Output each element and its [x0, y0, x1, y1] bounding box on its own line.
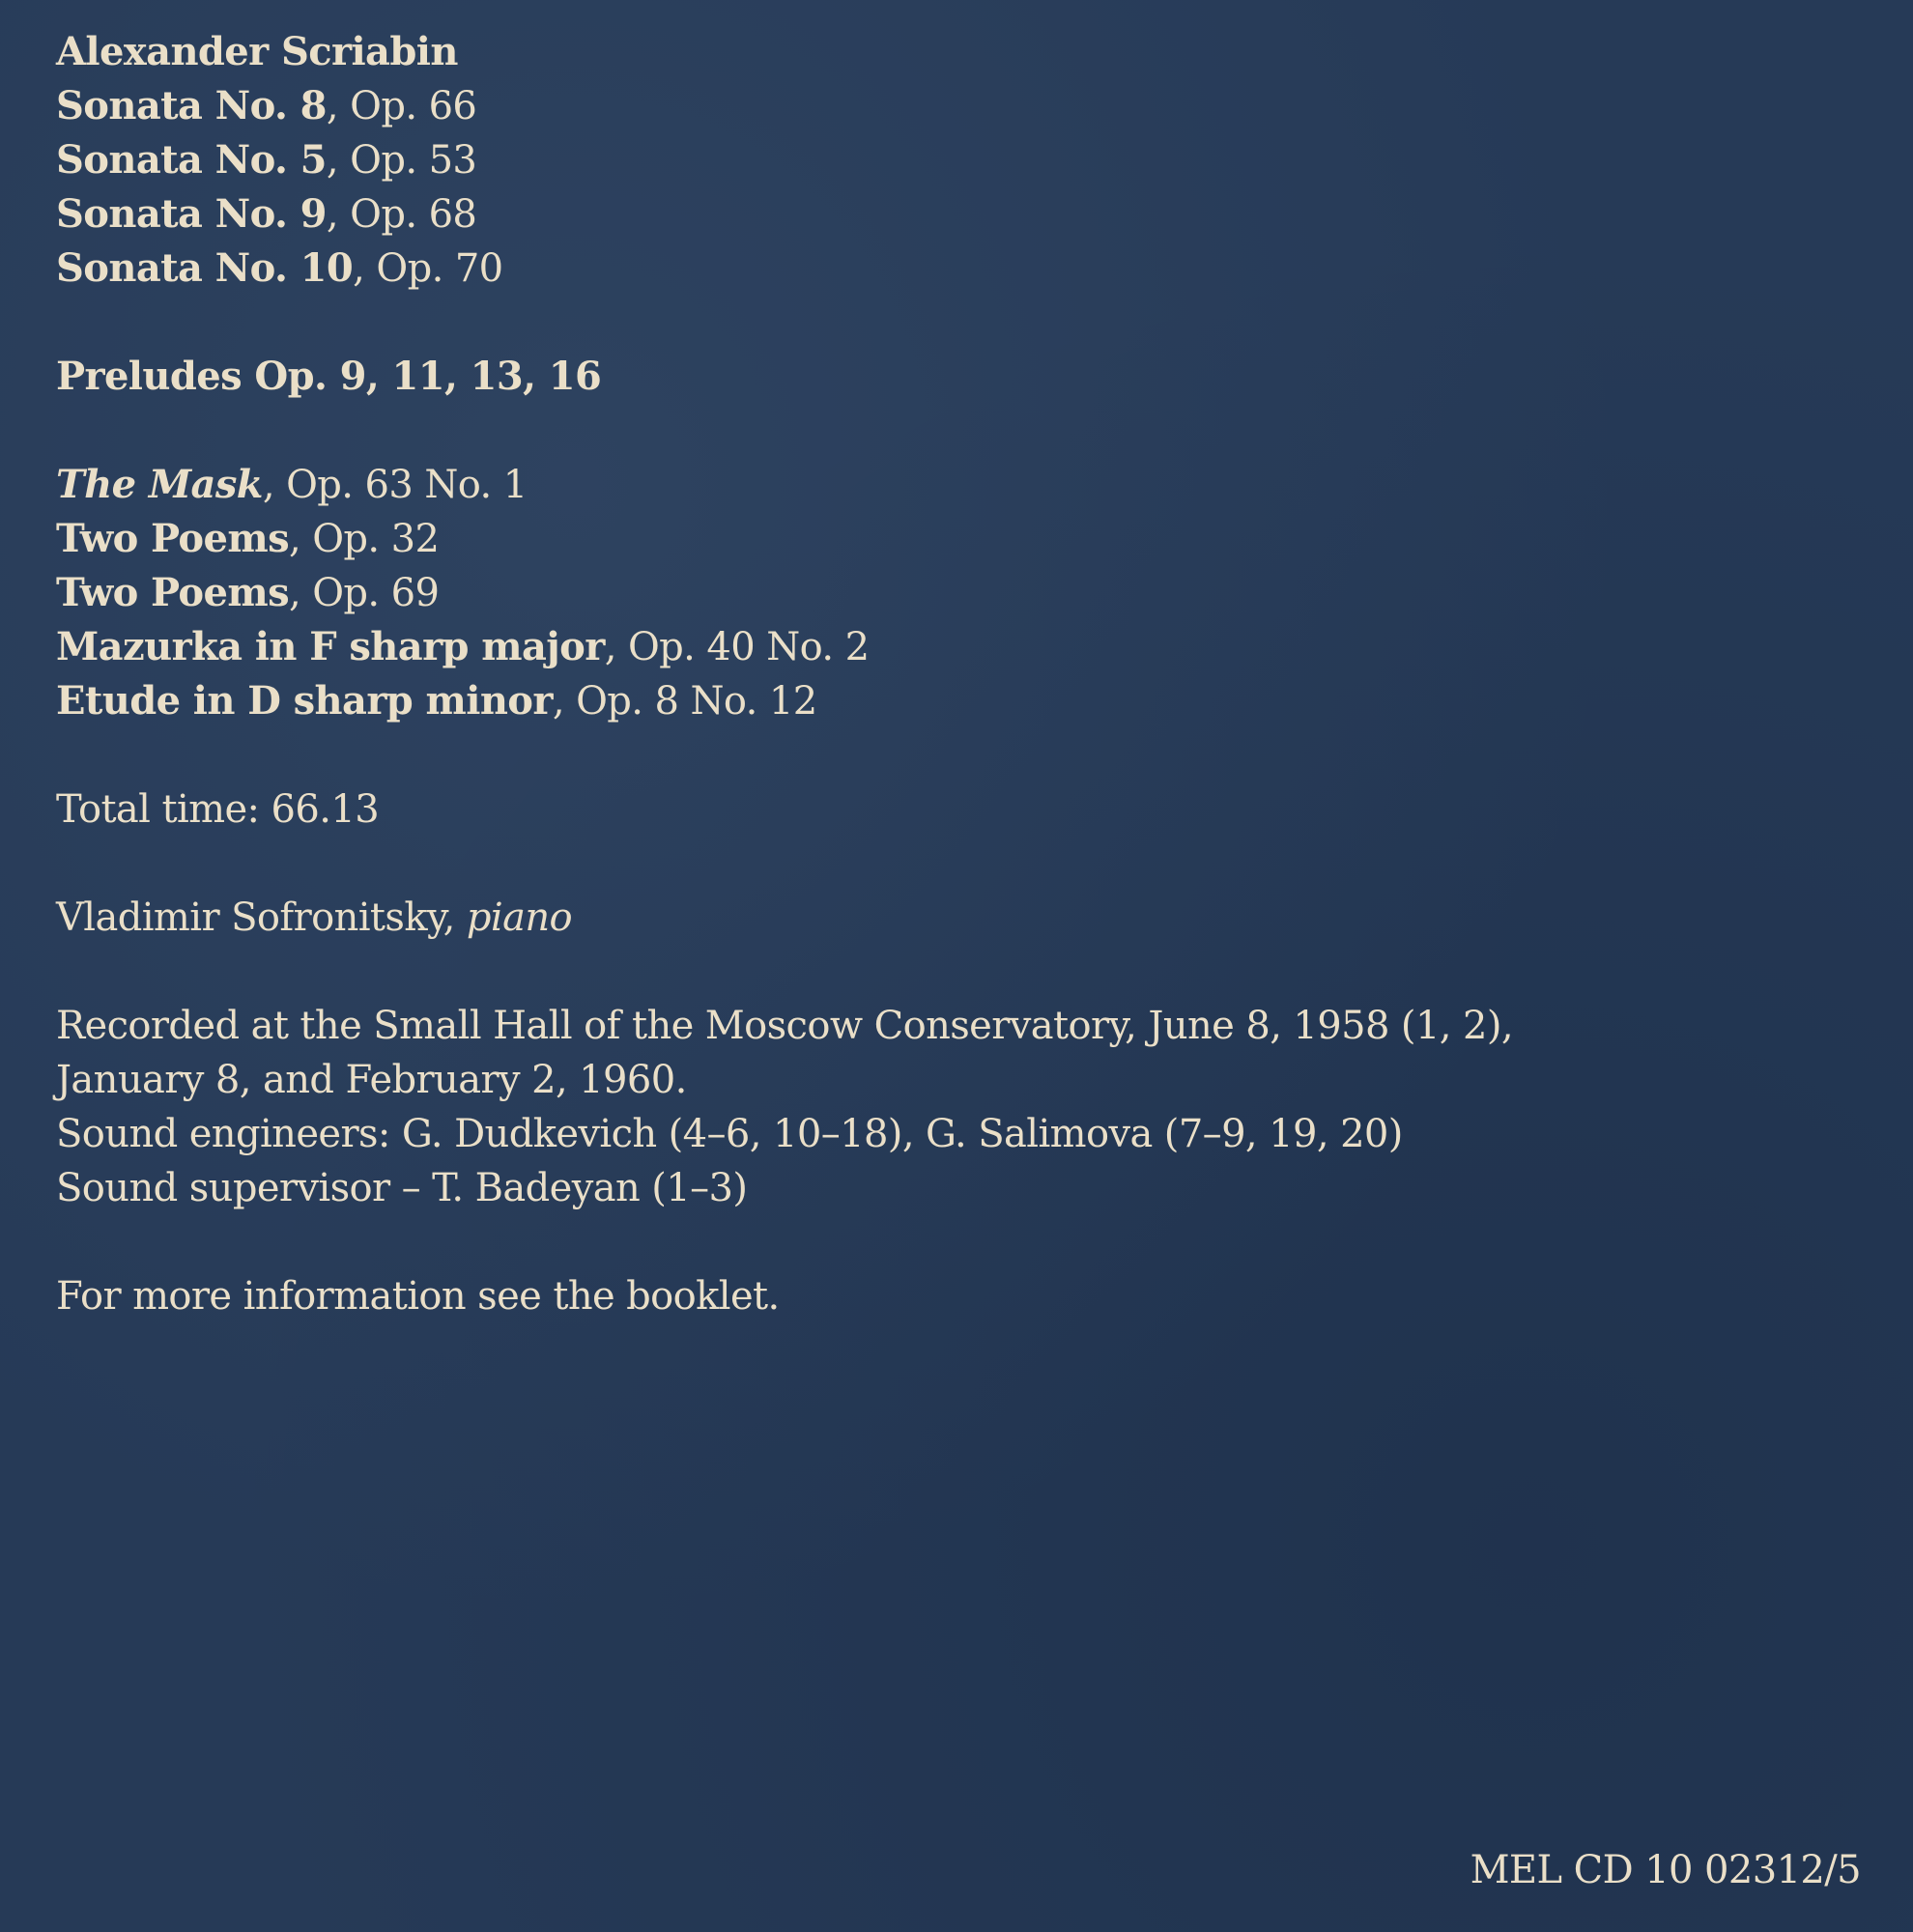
spacer [56, 404, 1795, 458]
composer-name: Alexander Scriabin [56, 29, 458, 74]
piece-item [56, 620, 1795, 674]
booklet-note: For more information see the booklet. [56, 1274, 780, 1319]
spacer [56, 945, 1795, 999]
sonata-opus: , Op. 53 [326, 138, 477, 183]
recording-credit-line: Sound engineers: G. Dudkevich (4–6, 10–18), G. Salimova (7–9, 19, 20) [56, 1112, 1403, 1156]
piece-title: Etude in D sharp minor [56, 678, 553, 724]
recording-credit-line: January 8, and February 2, 1960. [56, 1058, 687, 1102]
recording-credit-line: Recorded at the Small Hall of the Moscow Conservatory, June 8, 1958 (1, 2), [56, 1004, 1513, 1048]
piece-item [56, 566, 1795, 620]
spacer [56, 1215, 1795, 1269]
sonata-opus: , Op. 68 [326, 192, 477, 237]
piece-item [56, 674, 1795, 728]
piece-opus: , Op. 40 No. 2 [604, 625, 870, 669]
piece-opus: , Op. 32 [289, 517, 440, 561]
catalog-number: MEL CD 10 02312/5 [1470, 1848, 1861, 1892]
performer-name: Vladimir Sofronitsky, [56, 895, 467, 940]
piece-title: Mazurka in F sharp major [56, 624, 605, 669]
spacer [56, 296, 1795, 350]
total-time: Total time: 66.13 [56, 787, 380, 832]
piece-item [56, 512, 1795, 566]
piece-opus: , Op. 63 No. 1 [262, 463, 528, 507]
track-listing [56, 25, 1795, 1323]
performer-instrument: piano [466, 895, 572, 940]
piece-opus: , Op. 8 No. 12 [552, 679, 817, 724]
sonata-title: Sonata No. 10 [56, 245, 354, 291]
preludes-title: Preludes Op. 9, 11, 13, 16 [56, 354, 602, 399]
piece-title: The Mask [56, 462, 263, 507]
recording-credit-line: Sound supervisor – T. Badeyan (1–3) [56, 1166, 748, 1210]
piece-opus: , Op. 69 [289, 571, 440, 615]
sonata-opus: , Op. 66 [326, 84, 477, 128]
piece-item [56, 458, 1795, 512]
sonata-title: Sonata No. 5 [56, 137, 327, 183]
spacer [56, 837, 1795, 891]
sonata-item [56, 79, 1795, 133]
piece-title: Two Poems [56, 516, 289, 561]
performer-credit [56, 891, 1795, 945]
sonata-title: Sonata No. 9 [56, 191, 327, 237]
sonata-item [56, 242, 1795, 296]
sonata-title: Sonata No. 8 [56, 83, 327, 128]
sonata-opus: , Op. 70 [353, 246, 503, 291]
sonata-item [56, 187, 1795, 242]
sonata-item [56, 133, 1795, 187]
spacer [56, 728, 1795, 782]
piece-title: Two Poems [56, 570, 289, 615]
